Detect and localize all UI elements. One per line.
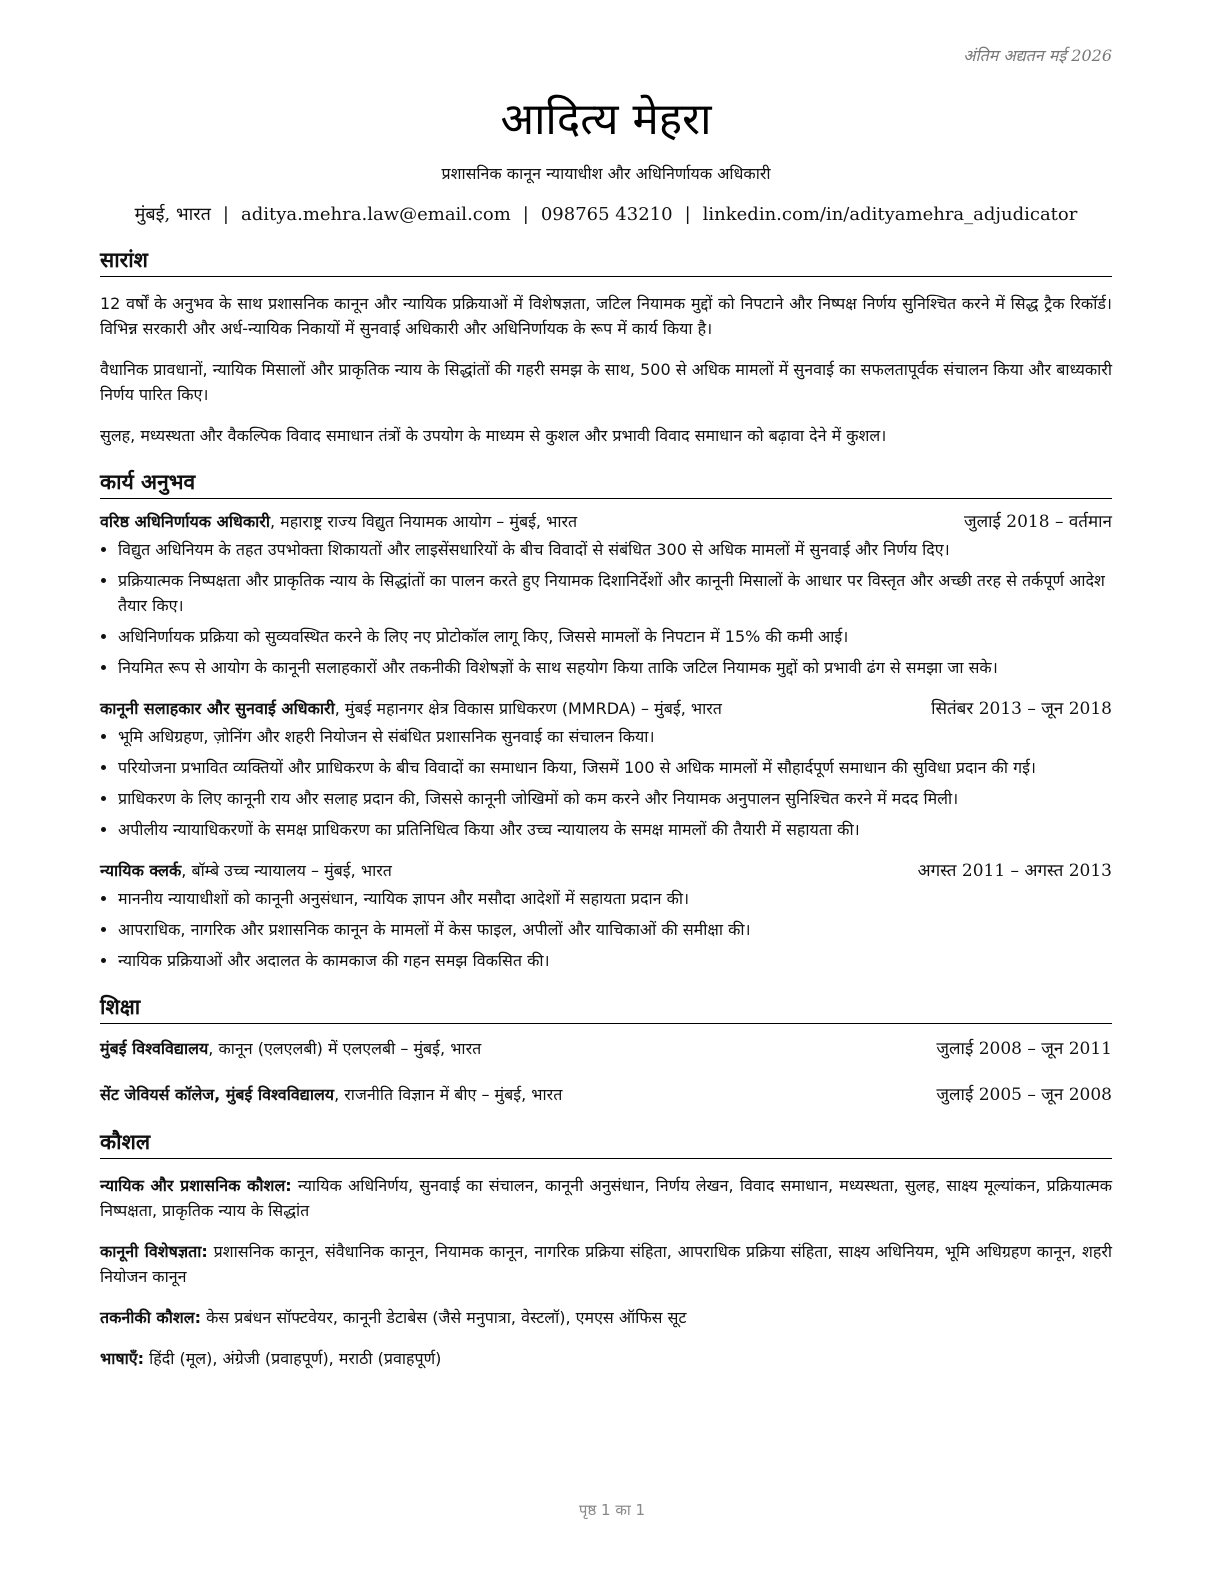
location: मुंबई, भारत [134,204,211,225]
skill-text: न्यायिक अधिनिर्णय, सुनवाई का संचालन, कानूनी अनुसंधान, निर्णय लेखन, विवाद समाधान, मध्यस्थता, सुलह, साक्ष्य मूल्यांकन, प्रक्रियात्मक निष्पक्षता, प्राकृतिक न्याय के सिद्धांत [100,1176,1112,1220]
last-updated: अंतिम अद्यतन मई 2026 [963,46,1112,65]
job-bullets [100,886,1112,973]
experience-section [100,509,1112,973]
job-role: न्यायिक क्लर्क [100,861,182,880]
list-item: • अधिनिर्णायक प्रक्रिया को सुव्यवस्थित करने के लिए नए प्रोटोकॉल लागू किए, जिससे मामलों के निपटान में 15% की कमी आई। [118,624,1112,649]
job-header [100,858,1112,884]
skill-label: कानूनी विशेषज्ञता: [100,1242,208,1261]
list-item: • अपीलीय न्यायाधिकरणों के समक्ष प्राधिकरण का प्रतिनिधित्व किया और उच्च न्यायालय के समक्ष मामलों की तैयारी में सहायता की। [118,817,1112,842]
job-entry [100,509,1112,680]
skill-label: भाषाएँ: [100,1349,145,1368]
job-dates: अगस्त 2011 – अगस्त 2013 [917,861,1112,881]
summary-paragraph: 12 वर्षों के अनुभव के साथ प्रशासनिक कानून और न्यायिक प्रक्रियाओं में विशेषज्ञता, जटिल नियामक मुद्दों को निपटाने और निष्पक्ष निर्णय सुनिश्चित करने में सिद्ध ट्रैक रिकॉर्ड। विभिन्न सरकारी और अर्ध-न्यायिक निकायों में सुनवाई अधिकारी और अधिनिर्णायक के रूप में कार्य किया है। [100,294,1112,338]
resume-page [100,40,1112,1387]
list-item: • भूमि अधिग्रहण, ज़ोनिंग और शहरी नियोजन से संबंधित प्रशासनिक सुनवाई का संचालन किया। [118,724,1112,749]
job-organization: , मुंबई महानगर क्षेत्र विकास प्राधिकरण (MMRDA) – मुंबई, भारत [334,699,722,718]
institution: सेंट जेवियर्स कॉलेज, मुंबई विश्वविद्यालय [100,1085,335,1104]
skill-line [100,1305,1112,1330]
job-header [100,696,1112,722]
experience-heading: कार्य अनुभव [100,468,1112,499]
page-number: पृष्ठ 1 का 1 [578,1501,646,1519]
education-entry [100,1036,1112,1062]
education-section [100,1036,1112,1108]
skill-text: हिंदी (मूल), अंग्रेजी (प्रवाहपूर्ण), मराठी (प्रवाहपूर्ण) [144,1349,442,1368]
separator: | [522,204,529,225]
job-organization: , महाराष्ट्र राज्य विद्युत नियामक आयोग – मुंबई, भारत [270,512,578,531]
summary-paragraph: वैधानिक प्रावधानों, न्यायिक मिसालों और प्राकृतिक न्याय के सिद्धांतों की गहरी समझ के साथ, 500 से अधिक मामलों में सुनवाई का सफलतापूर्वक संचालन किया और बाध्यकारी निर्णय पारित किए। [100,360,1112,404]
list-item: • प्राधिकरण के लिए कानूनी राय और सलाह प्रदान की, जिससे कानूनी जोखिमों को कम करने और नियामक अनुपालन सुनिश्चित करने में मदद मिली। [118,786,1112,811]
separator: | [222,204,229,225]
separator: | [684,204,691,225]
job-title-line [100,509,577,535]
education-entry [100,1082,1112,1108]
job-title-line [100,696,722,722]
skill-label: तकनीकी कौशल: [100,1308,201,1327]
skills-heading: कौशल [100,1128,1112,1159]
skill-line [100,1346,1112,1371]
skills-section [100,1173,1112,1371]
list-item: • प्रक्रियात्मक निष्पक्षता और प्राकृतिक न्याय के सिद्धांतों का पालन करते हुए नियामक दिशानिर्देशों और कानूनी मिसालों के आधार पर विस्तृत और अच्छी तरह से तर्कपूर्ण आदेश तैयार किए। [118,568,1112,618]
education-dates: जुलाई 2008 – जून 2011 [936,1039,1112,1059]
contact-line [100,202,1112,226]
email-link[interactable]: aditya.mehra.law@email.com [240,204,511,225]
job-header [100,509,1112,535]
job-entry [100,858,1112,973]
education-dates: जुलाई 2005 – जून 2008 [936,1085,1112,1105]
job-organization: , बॉम्बे उच्च न्यायालय – मुंबई, भारत [181,861,392,880]
summary-section [100,291,1112,448]
list-item: • माननीय न्यायाधीशों को कानूनी अनुसंधान, न्यायिक ज्ञापन और मसौदा आदेशों में सहायता प्रदान की। [118,886,1112,911]
candidate-name: आदित्य मेहरा [500,94,712,145]
job-bullets [100,724,1112,842]
education-heading: शिक्षा [100,993,1112,1024]
job-bullets [100,537,1112,680]
list-item: • आपराधिक, नागरिक और प्रशासनिक कानून के मामलों में केस फाइल, अपीलों और याचिकाओं की समीक्षा की। [118,917,1112,942]
job-title-line [100,858,392,884]
skill-text: प्रशासनिक कानून, संवैधानिक कानून, नियामक कानून, नागरिक प्रक्रिया संहिता, आपराधिक प्रक्रिया संहिता, साक्ष्य अधिनियम, भूमि अधिग्रहण कानून, शहरी नियोजन कानून [100,1242,1113,1286]
list-item: • परियोजना प्रभावित व्यक्तियों और प्राधिकरण के बीच विवादों का समाधान किया, जिसमें 100 से अधिक मामलों में सौहार्दपूर्ण समाधान की सुविधा प्रदान की गई। [118,755,1112,780]
summary-heading: सारांश [100,246,1112,277]
skill-line [100,1239,1112,1289]
job-entry [100,696,1112,842]
education-line [100,1082,562,1108]
skill-label: न्यायिक और प्रशासनिक कौशल: [100,1176,292,1195]
degree-detail: , कानून (एलएलबी) में एलएलबी – मुंबई, भारत [208,1039,482,1058]
list-item: • विद्युत अधिनियम के तहत उपभोक्ता शिकायतों और लाइसेंसधारियों के बीच विवादों से संबंधित 300 से अधिक मामलों में सुनवाई और निर्णय दिए। [118,537,1112,562]
degree-detail: , राजनीति विज्ञान में बीए – मुंबई, भारत [334,1085,563,1104]
linkedin-link[interactable]: linkedin.com/in/adityamehra_adjudicator [702,204,1078,225]
skill-line [100,1173,1112,1223]
institution: मुंबई विश्वविद्यालय [100,1039,209,1058]
list-item: • नियमित रूप से आयोग के कानूनी सलाहकारों और तकनीकी विशेषज्ञों के साथ सहयोग किया ताकि जटिल नियामक मुद्दों को प्रभावी ढंग से समझा जा सके। [118,655,1112,680]
summary-paragraph: सुलह, मध्यस्थता और वैकल्पिक विवाद समाधान तंत्रों के उपयोग के माध्यम से कुशल और प्रभावी विवाद समाधान को बढ़ावा देने में कुशल। [100,426,887,445]
job-role: वरिष्ठ अधिनिर्णायक अधिकारी [100,512,270,531]
job-dates: सितंबर 2013 – जून 2018 [931,699,1112,719]
job-dates: जुलाई 2018 – वर्तमान [963,512,1112,532]
education-line [100,1036,481,1062]
skill-text: केस प्रबंधन सॉफ्टवेयर, कानूनी डेटाबेस (जैसे मनुपात्रा, वेस्टलॉ), एमएस ऑफिस सूट [201,1308,687,1327]
phone-number: 098765 43210 [540,204,673,225]
list-item: • न्यायिक प्रक्रियाओं और अदालत के कामकाज की गहन समझ विकसित की। [118,948,1112,973]
job-role: कानूनी सलाहकार और सुनवाई अधिकारी [100,699,335,718]
candidate-headline: प्रशासनिक कानून न्यायाधीश और अधिनिर्णायक अधिकारी [441,164,771,183]
